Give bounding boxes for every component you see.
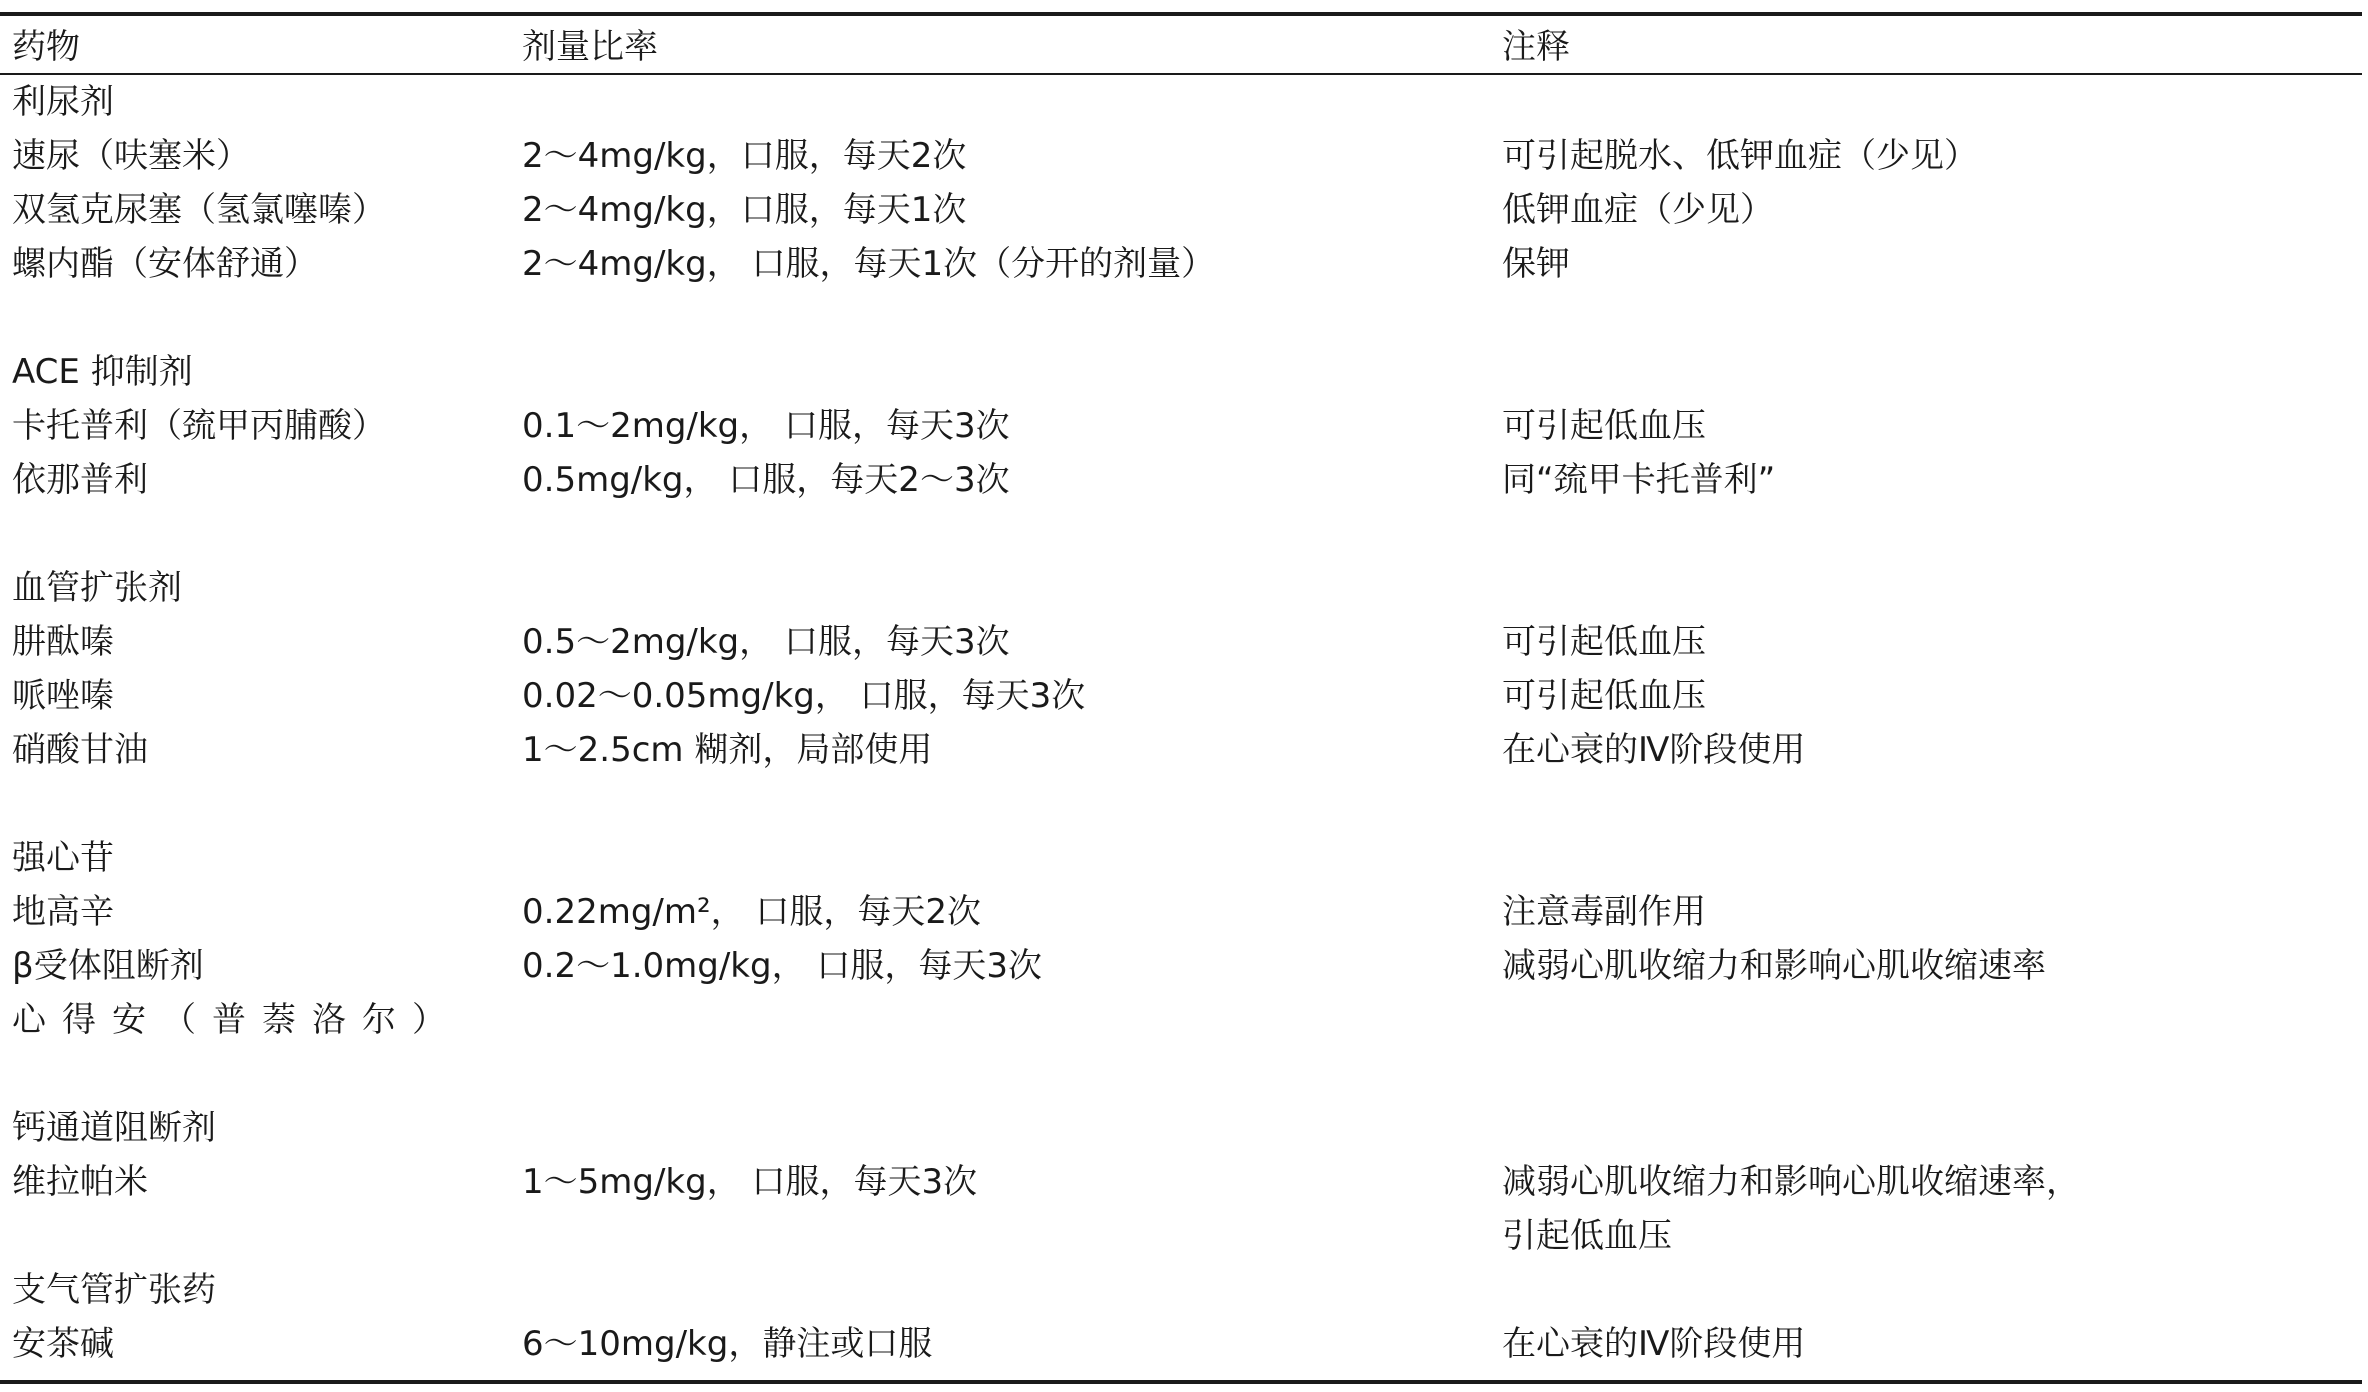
table-row: [0, 561, 2368, 615]
cell-drug: β受体阻断剂: [12, 946, 204, 986]
cell-notes: 在心衰的Ⅳ阶段使用: [1502, 730, 1806, 770]
table-row: [0, 1263, 2368, 1317]
cell-notes: 在心衰的Ⅳ阶段使用: [1502, 1324, 1806, 1364]
table-row: [0, 345, 2368, 399]
cell-dosage: 2～4mg/kg， 口服，每天1次（分开的剂量）: [522, 244, 1216, 284]
cell-notes: 可引起低血压: [1502, 406, 1706, 446]
cell-drug: 支气管扩张药: [12, 1270, 216, 1310]
cell-dosage: 2～4mg/kg，口服，每天2次: [522, 136, 967, 176]
cell-dosage: 0.22mg/m²， 口服，每天2次: [522, 892, 982, 932]
cell-drug: 强心苷: [12, 838, 114, 878]
cell-dosage: 1～5mg/kg， 口服，每天3次: [522, 1162, 978, 1202]
table-row: [0, 399, 2368, 453]
table-row: [0, 75, 2368, 129]
table-row: [0, 993, 2368, 1047]
cell-dosage: 0.5mg/kg， 口服，每天2～3次: [522, 460, 1010, 500]
cell-dosage: 0.1～2mg/kg， 口服，每天3次: [522, 406, 1010, 446]
table-row: [0, 1317, 2368, 1371]
cell-drug: 心得安（普萘洛尔）: [12, 1000, 462, 1040]
cell-drug: 螺内酯（安体舒通）: [12, 244, 318, 284]
cell-notes: 保钾: [1502, 244, 1570, 284]
cell-dosage: 0.02～0.05mg/kg， 口服，每天3次: [522, 676, 1086, 716]
cell-drug: 地高辛: [12, 892, 114, 932]
cell-drug: 安茶碱: [12, 1324, 114, 1364]
cell-drug: 硝酸甘油: [12, 730, 148, 770]
cell-drug: 哌唑嗪: [12, 676, 114, 716]
table-header-row: [0, 20, 2368, 74]
cell-drug: 维拉帕米: [12, 1162, 148, 1202]
table-row: [0, 183, 2368, 237]
cell-drug: ACE 抑制剂: [12, 352, 193, 392]
table-bottom-rule: [0, 1380, 2362, 1384]
cell-drug: 速尿（呋塞米）: [12, 136, 250, 176]
table-row: [0, 129, 2368, 183]
cell-notes: 同“巯甲卡托普利”: [1502, 460, 1776, 500]
table-row: [0, 1101, 2368, 1155]
header-dosage: 剂量比率: [522, 27, 658, 67]
header-drug: 药物: [12, 27, 80, 67]
table-row: [0, 291, 2368, 345]
cell-notes: 可引起低血压: [1502, 622, 1706, 662]
cell-dosage: 6～10mg/kg，静注或口服: [522, 1324, 933, 1364]
cell-notes: 注意毒副作用: [1502, 892, 1706, 932]
table-row: [0, 723, 2368, 777]
cell-dosage: 0.2～1.0mg/kg， 口服，每天3次: [522, 946, 1043, 986]
table-row: [0, 669, 2368, 723]
cell-drug: 钙通道阻断剂: [12, 1108, 216, 1148]
table-row: [0, 831, 2368, 885]
cell-notes: 低钾血症（少见）: [1502, 190, 1774, 230]
table-top-rule: [0, 12, 2362, 16]
cell-drug: 双氢克尿塞（氢氯噻嗪）: [12, 190, 386, 230]
table-row: [0, 885, 2368, 939]
cell-drug: 卡托普利（巯甲丙脯酸）: [12, 406, 386, 446]
cell-dosage: 0.5～2mg/kg， 口服，每天3次: [522, 622, 1010, 662]
header-notes: 注释: [1502, 27, 1570, 67]
cell-drug: 利尿剂: [12, 82, 114, 122]
cell-notes: 减弱心肌收缩力和影响心肌收缩速率，: [1502, 1162, 2080, 1202]
cell-dosage: 1～2.5cm 糊剂，局部使用: [522, 730, 933, 770]
cell-notes: 可引起脱水、低钾血症（少见）: [1502, 136, 1978, 176]
cell-drug: 依那普利: [12, 460, 148, 500]
table-row: [0, 507, 2368, 561]
table-row: [0, 1047, 2368, 1101]
table-row: [0, 777, 2368, 831]
cell-drug: 血管扩张剂: [12, 568, 182, 608]
cell-dosage: 2～4mg/kg，口服，每天1次: [522, 190, 967, 230]
table-row: [0, 1155, 2368, 1209]
cell-notes: 可引起低血压: [1502, 676, 1706, 716]
table-row: [0, 939, 2368, 993]
table-row: [0, 237, 2368, 291]
table-row: [0, 453, 2368, 507]
table-row: [0, 615, 2368, 669]
cell-notes: 引起低血压: [1502, 1216, 1672, 1256]
cell-drug: 肼酞嗪: [12, 622, 114, 662]
cell-notes: 减弱心肌收缩力和影响心肌收缩速率: [1502, 946, 2046, 986]
table-row: [0, 1209, 2368, 1263]
